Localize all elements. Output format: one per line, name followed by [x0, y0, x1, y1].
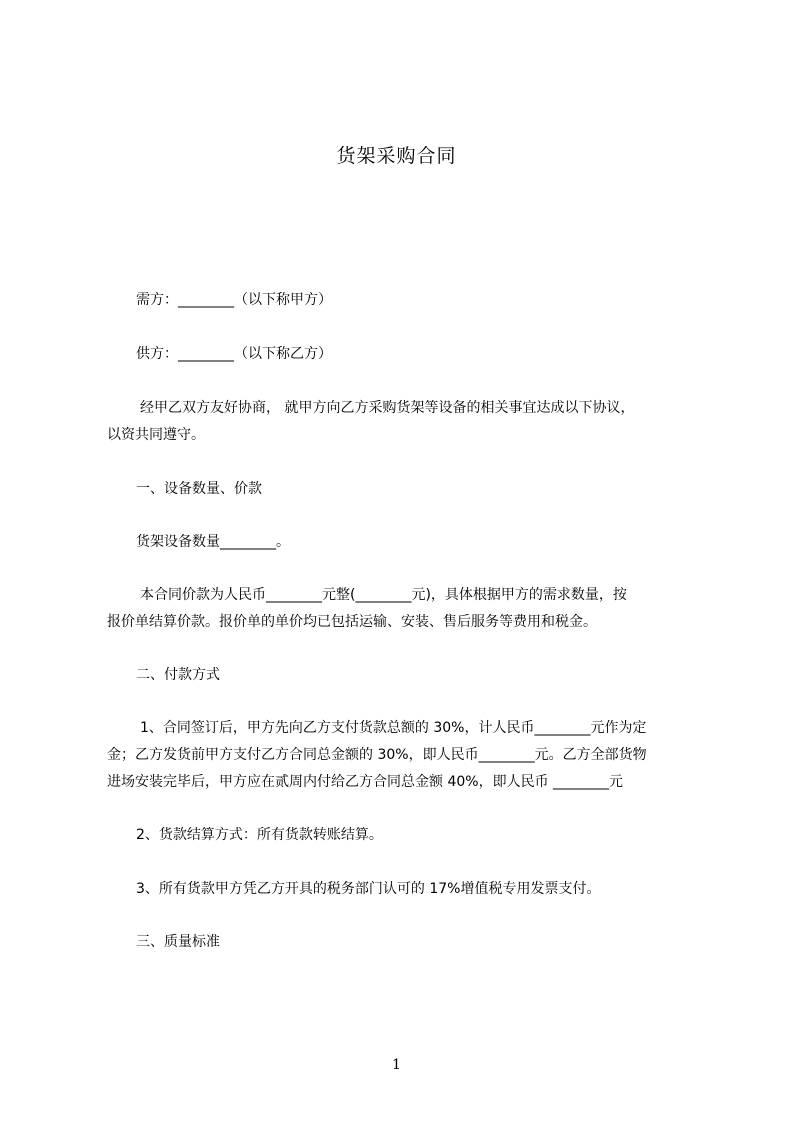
price-paragraph-line-2: 报价单结算价款。报价单的单价均已包括运输、安装、售后服务等费用和税金。: [107, 614, 597, 630]
page-title: 货架采购合同: [336, 145, 457, 167]
intro-paragraph-line-2: 以资共同遵守。: [107, 427, 205, 443]
intro-paragraph-line-1: 经甲乙双方友好协商， 就甲方向乙方采购货架等设备的相关事宜达成以下协议，: [140, 400, 635, 416]
section-2-heading: 二、付款方式: [136, 667, 220, 683]
section-3-heading: 三、质量标准: [136, 934, 220, 950]
payment-paragraph-line-3: 进场安装完毕后，甲方应在贰周内付给乙方合同总金额 40%，即人民币 ________元: [107, 774, 624, 790]
quantity-line: 货架设备数量________。: [136, 534, 290, 550]
page-number: 1: [392, 1057, 401, 1073]
invoice-line: 3、所有货款甲方凭乙方开具的税务部门认可的 17%增值税专用发票支付。: [136, 881, 601, 897]
settlement-line: 2、货款结算方式：所有货款转账结算。: [136, 827, 383, 843]
buyer-line: 需方：________（以下称甲方）: [136, 292, 332, 308]
payment-paragraph-line-1: 1、合同签订后，甲方先向乙方支付货款总额的 30%，计人民币________元作为定: [140, 720, 647, 736]
price-paragraph-line-1: 本合同价款为人民币________元整(________元)，具体根据甲方的需求数量，按: [140, 587, 627, 603]
payment-paragraph-line-2: 金；乙方发货前甲方支付乙方合同总金额的 30%，即人民币________元。乙方全部货物: [107, 747, 647, 763]
section-1-heading: 一、设备数量、价款: [136, 481, 262, 497]
supplier-line: 供方：________（以下称乙方）: [136, 346, 332, 362]
